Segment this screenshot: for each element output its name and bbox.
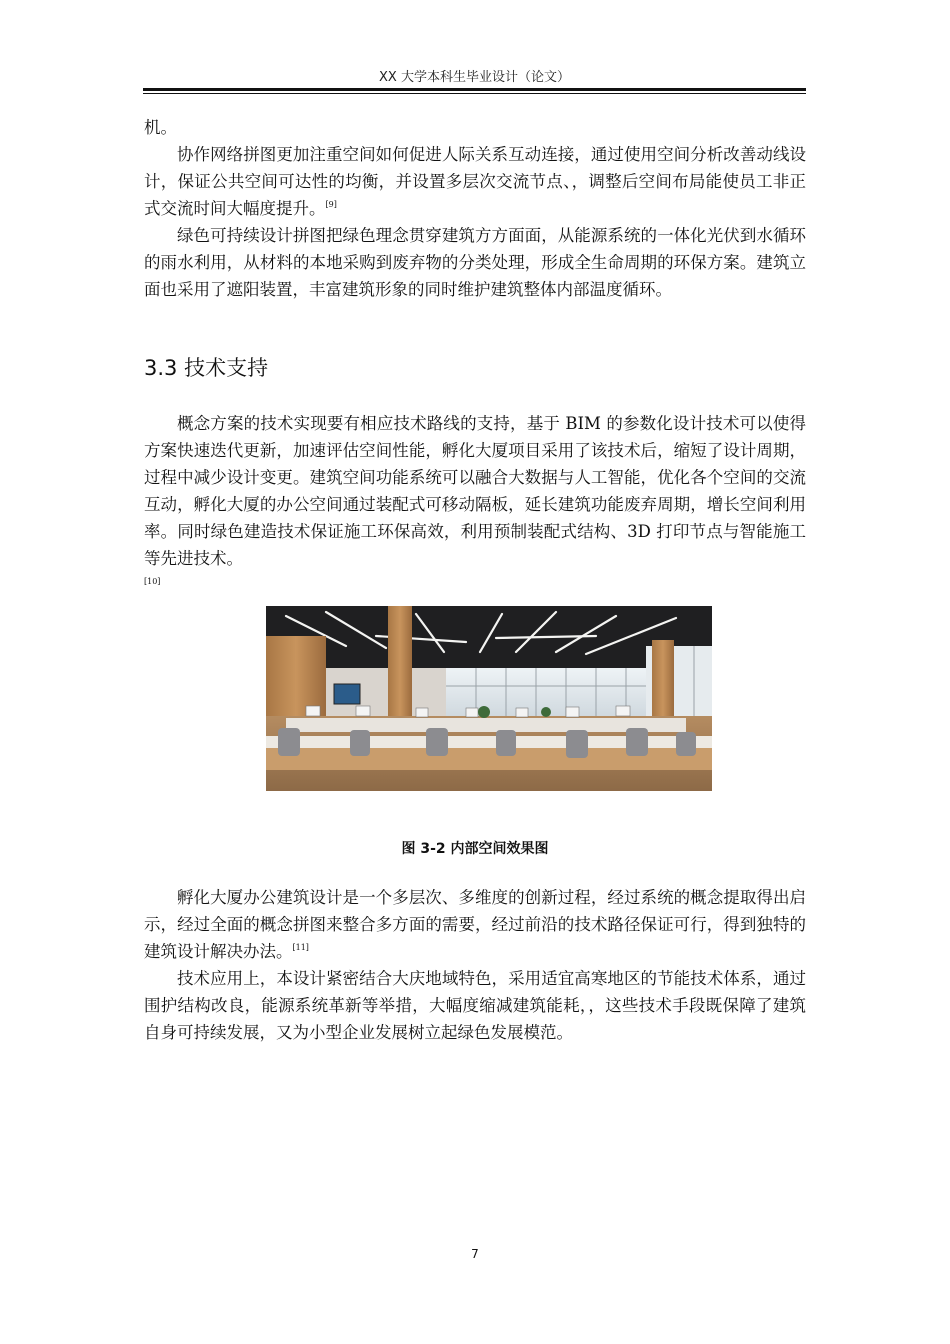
citation-ref: [9] (325, 200, 337, 209)
text-block-3 (144, 884, 806, 1046)
citation-ref: [11] (292, 943, 309, 952)
office-interior-rendering (266, 606, 712, 791)
running-header: XX 大学本科生毕业设计（论文） (379, 70, 570, 85)
header-rule-thick (143, 88, 806, 91)
header-rule-thin (143, 93, 806, 94)
paragraph-continuation: 机。 (144, 118, 177, 137)
citation-ref: [10] (144, 577, 161, 586)
paragraph-text: 概念方案的技术实现要有相应技术路线的支持，基于 BIM 的参数化设计技术可以使得方案快速迭代更新，加速评估空间性能，孵化大厦项目采用了该技术后，缩短了设计周期，过程中减少设计变更。建筑空间功能系统可以融合大数据与人工智能，优化各个空间的交流互动，孵化大厦的办公空间通过装配式可移动隔板，延长建筑功能废弃周期，增长空间利用率。同时绿色建造技术保证施工环保高效，利用预制装配式结构、3D 打印节点与智能施工等先进技术。 (144, 414, 806, 568)
paragraph-text: 孵化大厦办公建筑设计是一个多层次、多维度的创新过程，经过系统的概念提取得出启示，经过全面的概念拼图来整合多方面的需要，经过前沿的技术路径保证可行，得到独特的建筑设计解决办法。 (144, 888, 806, 961)
text-block-2 (144, 410, 806, 599)
paragraph-technology-application: 技术应用上，本设计紧密结合大庆地域特色，采用适宜高寒地区的节能技术体系，通过围护结构改良，能源系统革新等举措，大幅度缩减建筑能耗，，这些技术手段既保障了建筑自身可持续发展，又为小型企业发展树立起绿色发展模范。 (144, 969, 806, 1042)
figure-caption: 图 3-2 内部空间效果图 (401, 841, 549, 857)
paragraph-summary (144, 884, 806, 965)
paragraph-green-design: 绿色可持续设计拼图把绿色理念贯穿建筑方方面面，从能源系统的一体化光伏到水循环的雨水利用，从材料的本地采购到废弃物的分类处理，形成全生命周期的环保方案。建筑立面也采用了遮阳装置，丰富建筑形象的同时维护建筑整体内部温度循环。 (144, 226, 806, 299)
paragraph-collaboration-network (144, 141, 806, 222)
section-heading: 3.3 技术支持 (144, 356, 269, 380)
paragraph-technical-support (144, 410, 806, 599)
page-number: 7 (471, 1247, 479, 1261)
paragraph-text: 协作网络拼图更加注重空间如何促进人际关系互动连接，通过使用空间分析改善动线设计，保证公共空间可达性的均衡，并设置多层次交流节点、，调整后空间布局能使员工非正式交流时间大幅度提升。 (144, 145, 806, 218)
text-block-1 (144, 114, 806, 303)
